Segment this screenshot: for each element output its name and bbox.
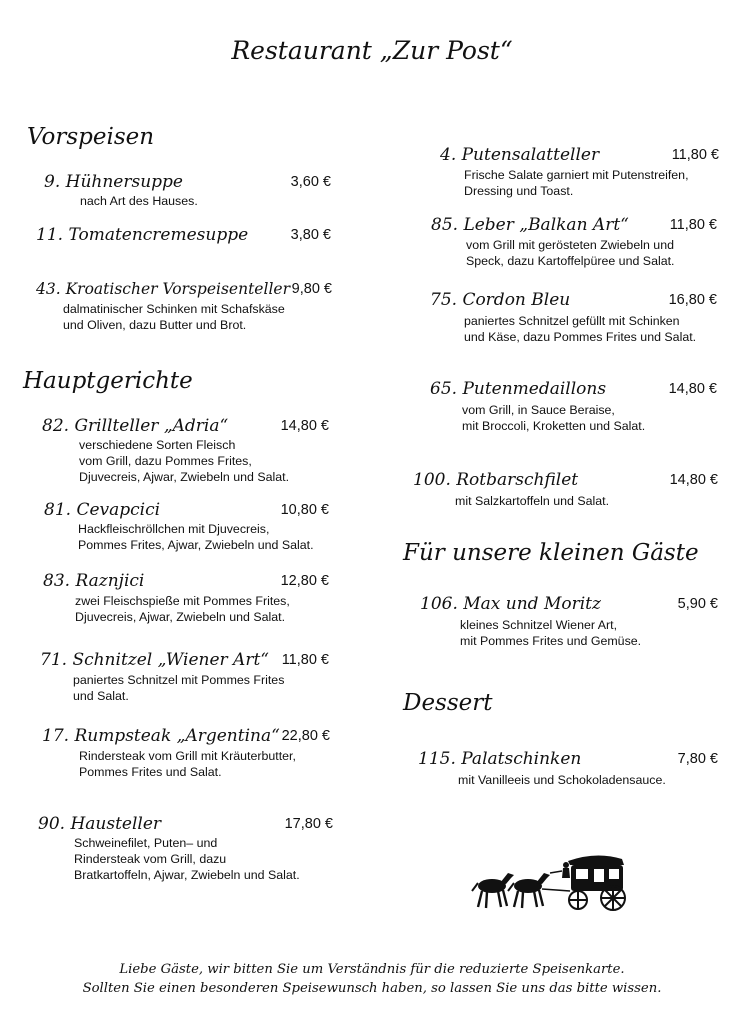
item-name: 83. Raznjici [43, 571, 145, 591]
item-price: 5,90 € [677, 596, 718, 612]
item-price: 7,80 € [677, 751, 718, 767]
item-price: 11,80 € [671, 147, 719, 163]
item-description: paniertes Schnitzel mit Pommes Frites und Salat. [73, 673, 285, 703]
item-price: 14,80 € [280, 418, 329, 434]
item-description: mit Vanilleeis und Schokoladensauce. [458, 773, 666, 787]
footer-line: Sollten Sie einen besonderen Speisewunsch haben, so lassen Sie uns das bitte wissen. [82, 981, 662, 996]
item-price: 9,80 € [291, 281, 332, 297]
item-name: 81. Cevapcici [44, 500, 161, 520]
item-description: Rindersteak vom Grill mit Kräuterbutter, Pommes Frites und Salat. [79, 749, 296, 779]
page-title: Restaurant „Zur Post“ [231, 36, 513, 65]
item-name: 4. Putensalatteller [440, 145, 600, 165]
item-price: 3,80 € [290, 227, 331, 243]
item-name: 100. Rotbarschfilet [413, 470, 579, 490]
item-description: verschiedene Sorten Fleisch vom Grill, dazu Pommes Frites, Djuvecreis, Ajwar, Zwiebeln und Salat. [79, 438, 290, 484]
item-name: 85. Leber „Balkan Art“ [431, 215, 629, 235]
item-description: Schweinefilet, Puten– und Rindersteak vom Grill, dazu Bratkartoffeln, Ajwar, Zwiebeln und Salat. [74, 836, 300, 882]
item-description: zwei Fleischspieße mit Pommes Frites, Djuvecreis, Ajwar, Zwiebeln und Salat. [75, 594, 290, 624]
item-price: 11,80 € [669, 217, 717, 233]
item-price: 12,80 € [280, 573, 329, 589]
item-description: Frische Salate garniert mit Putenstreifen, Dressing und Toast. [464, 168, 689, 198]
item-name: 9. Hühnersuppe [44, 172, 183, 192]
item-name: 17. Rumpsteak „Argentina“ [42, 726, 280, 746]
item-description: mit Salzkartoffeln und Salat. [455, 494, 610, 508]
item-price: 14,80 € [668, 381, 717, 397]
section-hauptgerichte: Hauptgerichte [23, 368, 193, 394]
item-description: vom Grill, in Sauce Beraise, mit Broccoli, Kroketten und Salat. [462, 403, 646, 433]
item-description: Hackfleischröllchen mit Djuvecreis, Pommes Frites, Ajwar, Zwiebeln und Salat. [78, 522, 314, 552]
item-description: kleines Schnitzel Wiener Art, mit Pommes Frites und Gemüse. [460, 618, 642, 648]
section-vorspeisen: Vorspeisen [27, 124, 155, 150]
item-name: 106. Max und Moritz [420, 594, 601, 614]
item-price: 22,80 € [281, 728, 330, 744]
item-price: 3,60 € [290, 174, 331, 190]
item-price: 16,80 € [668, 292, 717, 308]
footer-note [0, 960, 744, 998]
item-name: 11. Tomatencremesuppe [36, 225, 249, 245]
item-description: dalmatinischer Schinken mit Schafskäse und Oliven, dazu Butter und Brot. [63, 302, 285, 332]
item-price: 17,80 € [284, 816, 333, 832]
item-name: 65. Putenmedaillons [430, 379, 607, 399]
item-name: 90. Hausteller [38, 814, 162, 834]
item-name: 75. Cordon Bleu [430, 290, 571, 310]
section-dessert: Dessert [403, 690, 493, 716]
section-kinder: Für unsere kleinen Gäste [403, 540, 699, 566]
horse-carriage-icon [470, 851, 630, 918]
item-price: 10,80 € [280, 502, 329, 518]
item-price: 11,80 € [281, 652, 329, 668]
item-price: 14,80 € [669, 472, 718, 488]
item-description: vom Grill mit gerösteten Zwiebeln und Speck, dazu Kartoffelpüree und Salat. [466, 238, 675, 268]
footer-line: Liebe Gäste, wir bitten Sie um Verständnis für die reduzierte Speisenkarte. [119, 962, 625, 977]
item-name: 115. Palatschinken [418, 749, 582, 769]
item-description: paniertes Schnitzel gefüllt mit Schinken und Käse, dazu Pommes Frites und Salat. [464, 314, 697, 344]
item-name: 82. Grillteller „Adria“ [42, 416, 229, 436]
item-name: 43. Kroatischer Vorspeisenteller [36, 280, 290, 298]
item-name: 71. Schnitzel „Wiener Art“ [40, 650, 269, 670]
item-description: nach Art des Hauses. [80, 194, 198, 208]
